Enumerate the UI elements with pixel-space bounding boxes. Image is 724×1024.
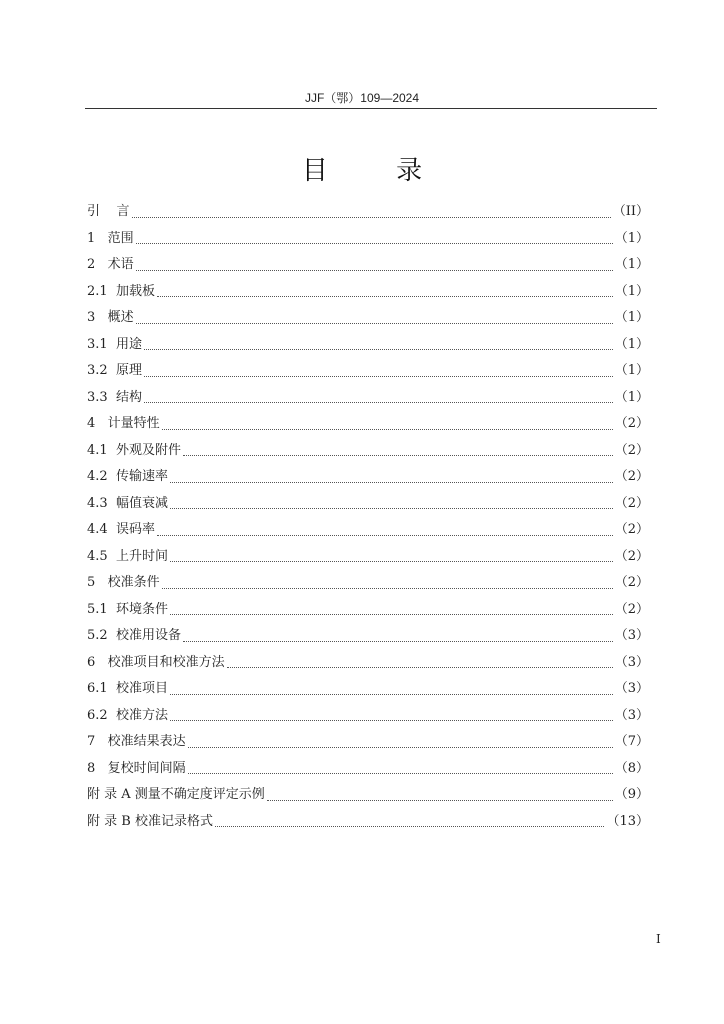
toc-entry-label: 4.3 幅值衰减 — [87, 495, 168, 511]
toc-entry — [87, 650, 649, 677]
toc-entry-page: （1） — [614, 310, 649, 325]
toc-entry — [87, 623, 649, 650]
toc-entry-page: （1） — [614, 389, 649, 405]
toc-entry-page: （2） — [614, 575, 649, 590]
toc-entry-page: （1） — [614, 363, 649, 378]
toc-entry-label: 4 计量特性 — [87, 416, 160, 431]
toc-entry-label: 5.1 环境条件 — [87, 601, 168, 617]
toc-entry-label: 4.4 误码率 — [87, 522, 155, 537]
toc-entry-label: 6 校准项目和校准方法 — [87, 654, 225, 670]
toc-entry — [87, 570, 649, 597]
toc-leader-dots — [267, 799, 613, 801]
toc-entry — [87, 332, 649, 359]
toc-entry-label: 6.1 校准项目 — [87, 681, 168, 696]
page-number: I — [656, 932, 661, 946]
toc-entry-label: 3.1 用途 — [87, 336, 142, 352]
toc-entry-label: 1 范围 — [87, 230, 134, 246]
toc-leader-dots — [170, 719, 613, 721]
toc-entry — [87, 464, 649, 491]
toc-entry-label: 附 录 A 测量不确定度评定示例 — [87, 787, 265, 802]
toc-leader-dots — [170, 507, 613, 509]
toc-entry — [87, 305, 649, 332]
toc-leader-dots — [183, 454, 613, 456]
toc-leader-dots — [144, 401, 613, 403]
toc-entry-label: 5 校准条件 — [87, 575, 160, 590]
toc-entry-page: （8） — [614, 760, 649, 776]
toc-entry — [87, 544, 649, 571]
toc-entry — [87, 358, 649, 385]
toc-entry-page: （1） — [614, 230, 649, 246]
toc-entry-page: （2） — [614, 495, 649, 511]
toc-entry — [87, 438, 649, 465]
toc-entry-page: （1） — [614, 336, 649, 352]
toc-leader-dots — [170, 693, 613, 695]
toc-entry-page: （9） — [614, 787, 649, 802]
toc-leader-dots — [136, 322, 613, 324]
toc-entry-page: （3） — [614, 654, 649, 670]
toc-entry — [87, 729, 649, 756]
toc-entry — [87, 597, 649, 624]
toc-leader-dots — [162, 587, 613, 589]
toc-entry-label: 3.3 结构 — [87, 389, 142, 405]
toc-entry-page: （2） — [614, 601, 649, 617]
toc-entry-label: 4.2 传输速率 — [87, 469, 168, 484]
toc-entry — [87, 491, 649, 518]
toc-entry — [87, 279, 649, 306]
toc-entry — [87, 676, 649, 703]
toc-entry-page: （II） — [612, 204, 649, 219]
toc-entry-page: （3） — [614, 707, 649, 723]
toc-leader-dots — [162, 428, 613, 430]
toc-leader-dots — [144, 375, 613, 377]
toc-leader-dots — [188, 772, 613, 774]
toc-entry — [87, 756, 649, 783]
toc-entry-label: 8 复校时间间隔 — [87, 760, 186, 776]
toc-entry — [87, 517, 649, 544]
toc-entry-label: 4.5 上升时间 — [87, 548, 168, 564]
page-title: 目 录 — [301, 156, 453, 186]
toc-entry — [87, 703, 649, 730]
toc-entry-label: 2.1 加载板 — [87, 283, 155, 299]
toc-entry — [87, 199, 649, 226]
toc-entry-label: 引 言 — [87, 204, 130, 219]
toc-entry — [87, 782, 649, 809]
toc-entry-label: 6.2 校准方法 — [87, 707, 168, 723]
toc-entry — [87, 385, 649, 412]
toc-entry-label: 3.2 原理 — [87, 363, 142, 378]
table-of-contents — [87, 199, 649, 835]
toc-entry-page: （13） — [606, 813, 649, 829]
toc-entry — [87, 411, 649, 438]
toc-entry-page: （1） — [614, 257, 649, 272]
toc-leader-dots — [136, 242, 613, 244]
toc-leader-dots — [227, 666, 613, 668]
toc-entry — [87, 226, 649, 253]
toc-entry-page: （2） — [614, 416, 649, 431]
toc-entry-label: 附 录 B 校准记录格式 — [87, 813, 213, 829]
toc-leader-dots — [183, 640, 613, 642]
toc-leader-dots — [157, 295, 613, 297]
toc-entry-label: 3 概述 — [87, 310, 134, 325]
toc-entry — [87, 252, 649, 279]
toc-leader-dots — [157, 534, 613, 536]
toc-entry-page: （2） — [614, 522, 649, 537]
toc-entry-label: 7 校准结果表达 — [87, 734, 186, 749]
toc-leader-dots — [132, 216, 611, 218]
toc-entry-page: （2） — [614, 442, 649, 458]
header-rule — [85, 108, 657, 109]
toc-leader-dots — [170, 560, 613, 562]
toc-leader-dots — [170, 481, 613, 483]
toc-entry-page: （7） — [614, 734, 649, 749]
toc-leader-dots — [215, 825, 605, 827]
toc-entry-page: （1） — [614, 283, 649, 299]
toc-entry-label: 4.1 外观及附件 — [87, 442, 181, 458]
toc-entry — [87, 809, 649, 836]
toc-entry-page: （2） — [614, 469, 649, 484]
toc-leader-dots — [170, 613, 613, 615]
toc-entry-page: （2） — [614, 548, 649, 564]
toc-entry-label: 5.2 校准用设备 — [87, 628, 181, 643]
toc-entry-page: （3） — [614, 628, 649, 643]
toc-leader-dots — [188, 746, 613, 748]
toc-entry-label: 2 术语 — [87, 257, 134, 272]
toc-entry-page: （3） — [614, 681, 649, 696]
toc-leader-dots — [136, 269, 613, 271]
document-code-header: JJF（鄂）109—2024 — [304, 91, 420, 105]
toc-leader-dots — [144, 348, 613, 350]
